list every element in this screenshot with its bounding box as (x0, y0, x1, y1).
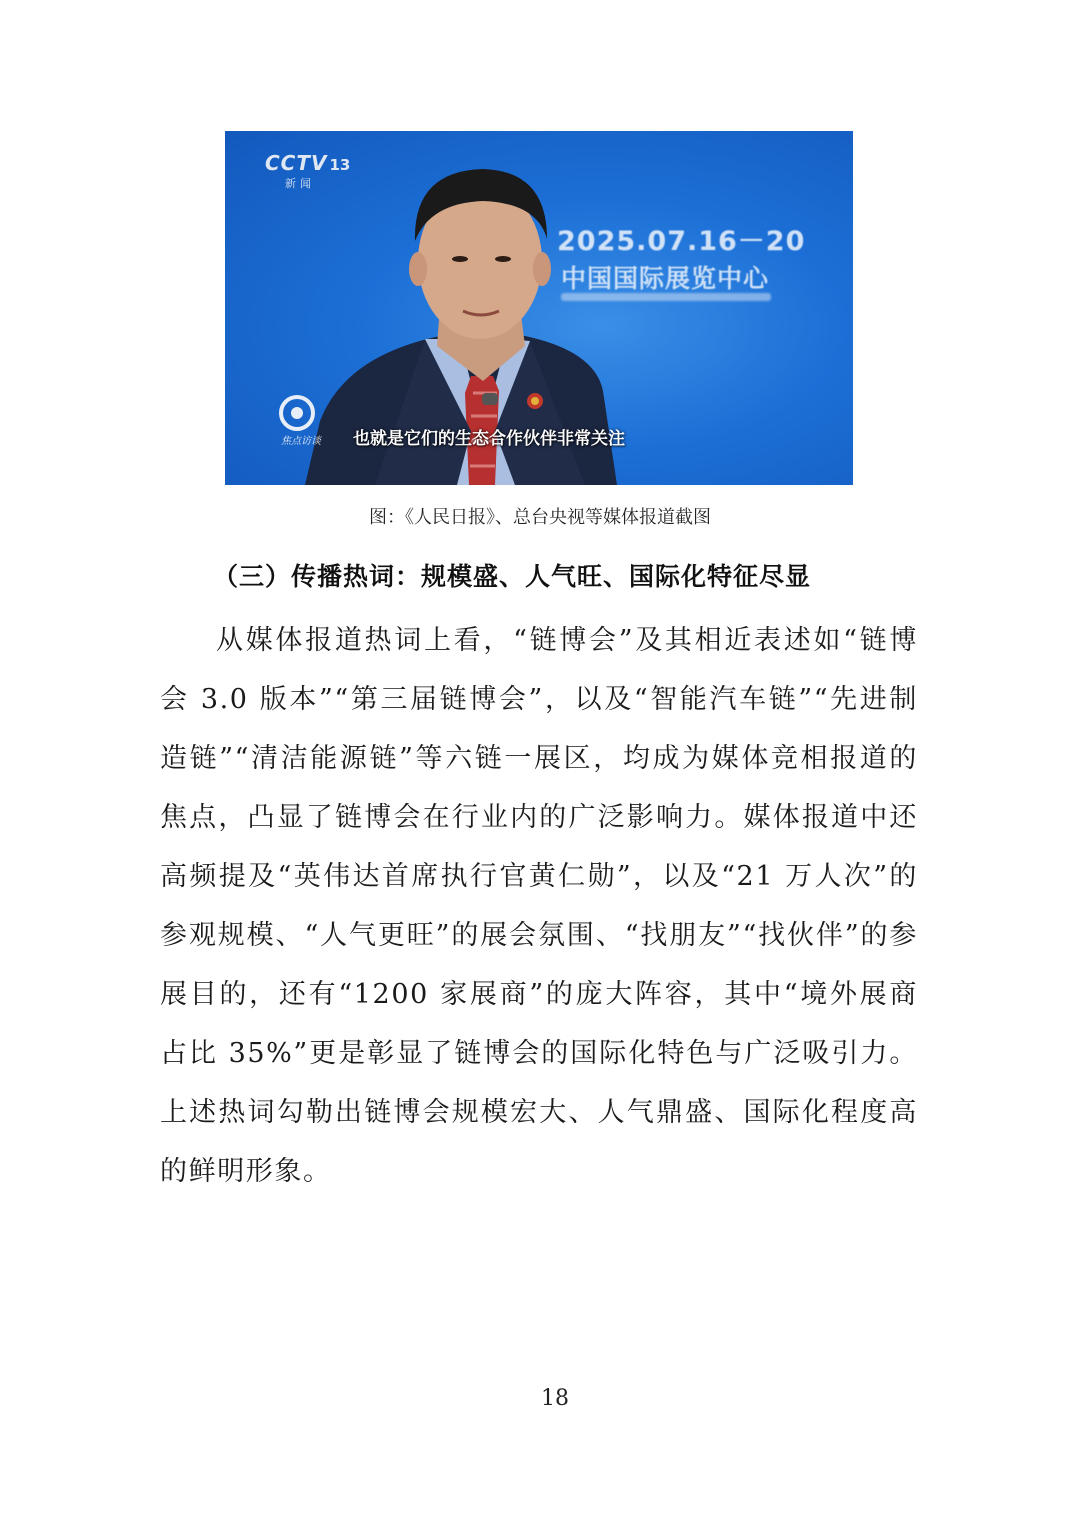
channel-sub-label: 新闻 (285, 177, 315, 190)
program-logo-label: 焦点访谈 (281, 436, 321, 447)
page-number: 18 (541, 1386, 569, 1411)
video-subtitle: 也就是它们的生态合作伙伴非常关注 (353, 429, 625, 449)
channel-logo-text: CCTV (265, 151, 328, 175)
expo-date-range: 2025.07.16－20 (557, 226, 806, 257)
body-paragraph: 从媒体报道热词上看，“链博会”及其相近表述如“链博会 3.0 版本”“第三届链博会”，以及“智能汽车链”“先进制造链”“清洁能源链”等六链一展区，均成为媒体竞相报道的焦点，凸显了链博会在行业内的广泛影响力。媒体报道中还高频提及“英伟达首席执行官黄仁勋”，以及“21 万人次”的参观规模、“人气更旺”的展会氛围、“找朋友”“找伙伴”的参展目的，还有“1200 家展商”的庞大阵容，其中“境外展商占比 35%”更是彰显了链博会的国际化特色与广泛吸引力。上述热词勾勒出链博会规模宏大、人气鼎盛、国际化程度高的鲜明形象。 (160, 625, 918, 1187)
channel-number: 13 (329, 156, 351, 174)
section-heading: （三）传播热词：规模盛、人气旺、国际化特征尽显 (213, 562, 812, 591)
jiaodian-fangtan-logo-icon (277, 393, 317, 433)
figure-caption: 图：《人民日报》、总台央视等媒体报道截图 (369, 507, 711, 528)
expo-venue: 中国国际展览中心 (561, 264, 770, 293)
news-video-screenshot (225, 131, 853, 485)
